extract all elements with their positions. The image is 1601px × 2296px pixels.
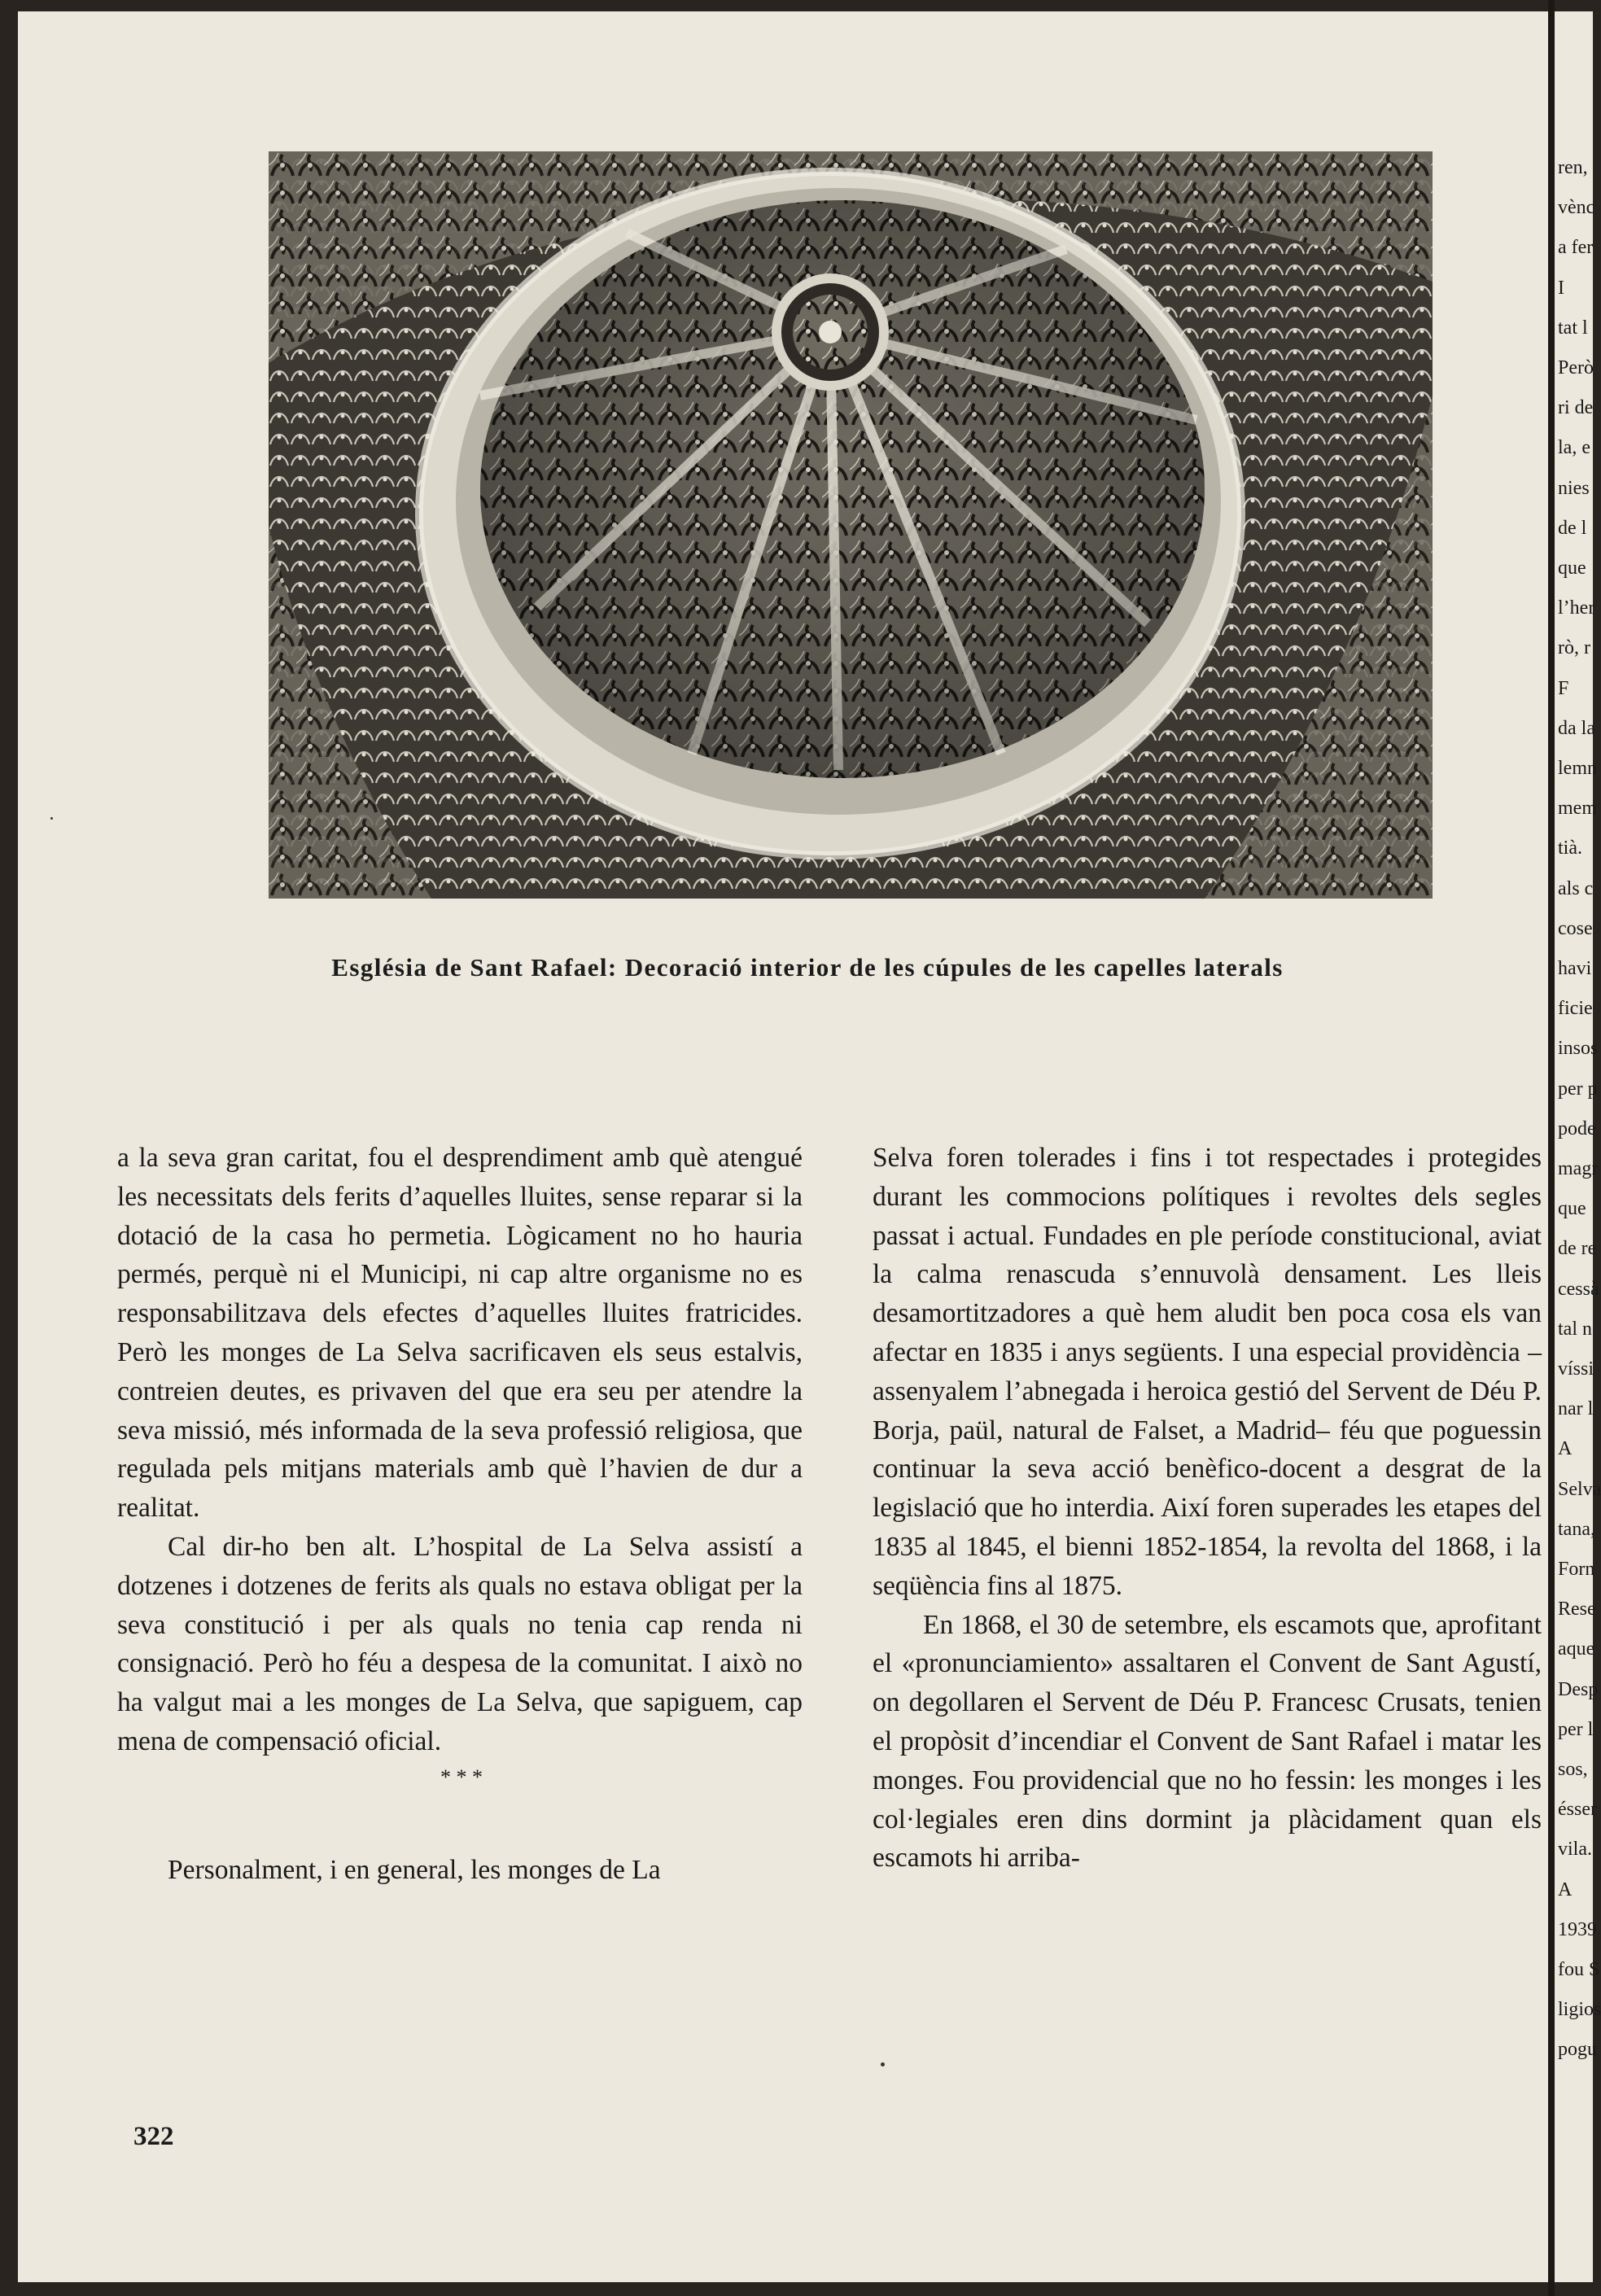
paragraph: a la seva gran caritat, fou el desprendiment amb què atengué les necessitats dels ferits d’aquelles lluites, sense reparar si la dotació de la casa ho permetia. Lògicament no ho hauria permés, perquè ni el Municipi, ni cap altre organisme no es responsabilitzava dels efectes d’aquelles lluites fratricides. Però les monges de La Selva sacrificaven els seus estalvis, contreien deutes, es privaven del que era seu per atendre la seva missió, més informada de la seva professió religiosa, que regulada pels mitjans materials amb què l’havien de dur a realitat. (117, 1143, 803, 1524)
adjacent-page-edge (1555, 11, 1601, 2282)
section-separator: * * * (440, 1765, 483, 1789)
adjacent-page-fragment: tat l (1558, 317, 1588, 339)
adjacent-page-fragment: lemn (1558, 758, 1597, 779)
adjacent-page-fragment: Selva (1558, 1478, 1601, 1500)
adjacent-page-fragment: vila. (1558, 1839, 1592, 1861)
adjacent-page-fragment: per p (1558, 1078, 1598, 1100)
adjacent-page-fragment: per l (1558, 1718, 1594, 1740)
adjacent-page-fragment: 1939 (1558, 1918, 1597, 1940)
adjacent-page-fragment: que (1558, 1198, 1586, 1220)
adjacent-page-fragment: sos, (1558, 1759, 1588, 1780)
adjacent-page-fragment: als c (1558, 877, 1594, 899)
adjacent-page-fragment: ésser (1558, 1799, 1597, 1821)
adjacent-page-fragment: la, e (1558, 437, 1590, 459)
adjacent-page-fragment: ren, (1558, 157, 1588, 178)
ink-speck (50, 817, 53, 820)
adjacent-page-fragment: aque (1558, 1638, 1595, 1660)
photo-caption: Església de Sant Rafael: Decoració interior de les cúpules de les capelles laterals (331, 953, 1284, 982)
right-column (873, 1139, 1542, 1878)
adjacent-page-fragment: pogu (1558, 2039, 1597, 2061)
adjacent-page-fragment: de re (1558, 1238, 1597, 1260)
left-column (117, 1139, 803, 1761)
dome-photograph (269, 151, 1433, 899)
adjacent-page-fragment: ficie (1558, 998, 1593, 1020)
adjacent-page-fragment: de l (1558, 517, 1587, 539)
adjacent-page-fragment: F (1558, 677, 1569, 699)
adjacent-page-fragment: nar l (1558, 1398, 1594, 1420)
adjacent-page-fragment: que (1558, 558, 1586, 579)
paragraph: Personalment, i en general, les monges de La (168, 1855, 661, 1885)
adjacent-page-fragment: da la (1558, 717, 1595, 739)
adjacent-page-fragment: havi (1558, 958, 1592, 979)
paragraph: Cal dir-ho ben alt. L’hospital de La Selva assistí a dotzenes i dotzenes de ferits als quals no estava obligat per la seva constitució i per als quals no tenia cap renda ni consignació. Però ho féu a despesa de la comunitat. I això no ha valgut mai a les monges de La Selva, que sapiguem, cap mena de compensació oficial. (117, 1531, 803, 1756)
paragraph: Selva foren tolerades i fins i tot respectades i protegides durant les commocions polítiques i revoltes dels segles passat i actual. Fundades en ple període constitucional, aviat la calma renascuda s’ennuvolà densament. Les lleis desamortitzadores a què hem aludit ben poca cosa els van afectar en 1835 i anys següents. I una especial providència –assenyalem l’abnegada i heroica gestió del Servent de Déu P. Borja, paül, natural de Falset, a Madrid– féu que poguessin continuar la seva acció benèfico-docent a desgrat de la legislació que ho interdia. Així foren superades les etapes del 1835 al 1845, el bienni 1852-1854, la revolta del 1868, i la seqüència fins al 1875. (873, 1143, 1542, 1601)
adjacent-page-fragment: insos (1558, 1038, 1599, 1060)
book-gutter (1548, 0, 1555, 2296)
adjacent-page-fragment: ri de (1558, 397, 1594, 419)
adjacent-page-fragment: víssi (1558, 1358, 1594, 1380)
adjacent-page-fragment: cessà (1558, 1278, 1599, 1300)
page-number: 322 (133, 2122, 174, 2151)
adjacent-page-fragment: ligios (1558, 1999, 1601, 2021)
document-page (18, 11, 1548, 2282)
adjacent-page-fragment: cose (1558, 917, 1593, 939)
adjacent-page-fragment: vènc (1558, 197, 1595, 219)
adjacent-page-fragment: l’her (1558, 597, 1595, 619)
adjacent-page-fragment: Desp (1558, 1678, 1599, 1700)
adjacent-page-fragment: tià. (1558, 837, 1582, 859)
adjacent-page-fragment: tal n (1558, 1318, 1592, 1340)
adjacent-page-fragment: fou S (1558, 1959, 1600, 1980)
adjacent-page-fragment: A (1558, 1438, 1573, 1460)
adjacent-page-fragment: pode (1558, 1117, 1596, 1139)
adjacent-page-fragment: I (1558, 277, 1564, 299)
adjacent-page-fragment: Però (1558, 357, 1594, 378)
adjacent-page-fragment: nies (1558, 477, 1590, 499)
adjacent-page-fragment: A (1558, 1878, 1573, 1900)
adjacent-page-fragment: magr (1558, 1158, 1599, 1179)
adjacent-page-fragment: a fer (1558, 237, 1594, 259)
ink-speck (881, 2062, 885, 2066)
adjacent-page-fragment: rò, r (1558, 637, 1590, 659)
paragraph: En 1868, el 30 de setembre, els escamots que, aprofitant el «pronunciamiento» assaltaren el Convent de Sant Agustí, on degollaren el Servent de Déu P. Francesc Crusats, tenien el propòsit d’incendiar el Convent de Sant Rafael i matar les monges. Fou providencial que no ho fessin: les monges i les col·legiales eren dins dormint ja plàcidament quan els escamots hi arriba- (873, 1609, 1542, 1874)
adjacent-page-fragment: Forn (1558, 1559, 1595, 1580)
adjacent-page-fragment: Rese (1558, 1598, 1596, 1620)
adjacent-page-fragment: tana, (1558, 1518, 1595, 1540)
adjacent-page-fragment: mem (1558, 798, 1597, 820)
